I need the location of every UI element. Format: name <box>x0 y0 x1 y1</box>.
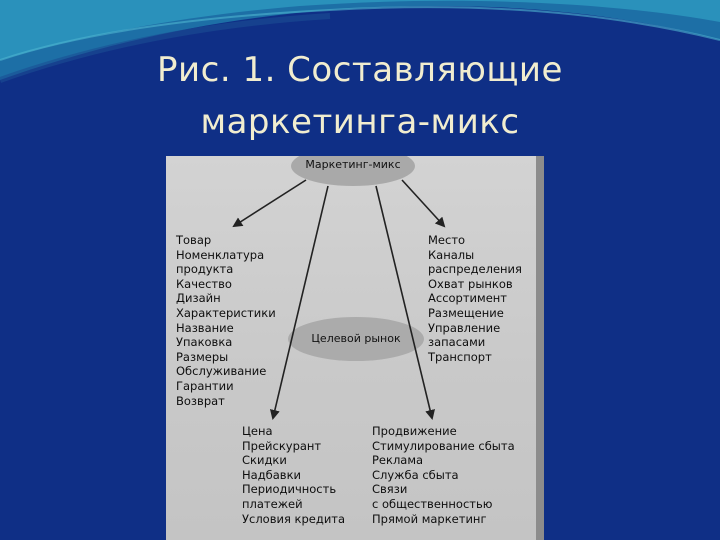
arrow-to-product <box>234 180 306 226</box>
product-item: Обслуживание <box>176 364 267 379</box>
promotion-item: Прямой маркетинг <box>372 511 487 526</box>
arrow-to-place <box>402 180 444 226</box>
product-item: Дизайн <box>176 291 221 306</box>
promotion-item: с общественностью <box>372 496 493 511</box>
product-item: Товар <box>176 233 212 247</box>
place-item: Место <box>428 233 466 247</box>
product-list <box>176 233 276 408</box>
price-item: Надбавки <box>242 467 301 482</box>
product-item: Качество <box>176 276 232 291</box>
place-item: распределения <box>428 262 522 277</box>
product-item: продукта <box>176 262 234 277</box>
promotion-item: Продвижение <box>372 424 457 438</box>
product-item: Характеристики <box>176 305 276 320</box>
product-item: Возврат <box>176 393 225 408</box>
place-item: Ассортимент <box>428 291 507 306</box>
place-list <box>428 233 522 364</box>
place-item: Охват рынков <box>428 276 513 291</box>
product-item: Номенклатура <box>176 247 265 262</box>
place-item: запасами <box>428 335 486 350</box>
promotion-item: Реклама <box>372 453 424 468</box>
price-item: Цена <box>242 424 273 438</box>
product-item: Размеры <box>176 349 229 364</box>
promotion-list <box>372 424 515 526</box>
title-line-1: Рис. 1. Составляющие <box>157 50 563 90</box>
place-item: Транспорт <box>428 349 492 364</box>
price-item: Периодичность <box>242 482 337 497</box>
slide-title <box>60 44 660 148</box>
price-item: Условия кредита <box>242 511 346 526</box>
place-item: Управление <box>428 320 501 335</box>
price-item: платежей <box>242 496 303 511</box>
price-item: Скидки <box>242 453 287 468</box>
place-item: Размещение <box>428 305 504 320</box>
arrow-to-price <box>273 186 328 418</box>
price-list <box>242 424 345 526</box>
price-item: Прейскурант <box>242 438 322 453</box>
title-line-2: маркетинга-микс <box>200 102 520 142</box>
marketing-mix-diagram <box>166 156 544 540</box>
product-item: Название <box>176 320 234 335</box>
arrow-to-promotion <box>376 186 432 418</box>
promotion-item: Стимулирование сбыта <box>372 438 515 453</box>
product-item: Гарантии <box>176 378 234 393</box>
promotion-item: Служба сбыта <box>372 467 459 482</box>
top-node-label: Маркетинг-микс <box>305 158 401 171</box>
center-node-label: Целевой рынок <box>311 332 401 345</box>
product-item: Упаковка <box>176 335 233 350</box>
promotion-item: Связи <box>372 482 408 497</box>
place-item: Каналы <box>428 247 475 262</box>
